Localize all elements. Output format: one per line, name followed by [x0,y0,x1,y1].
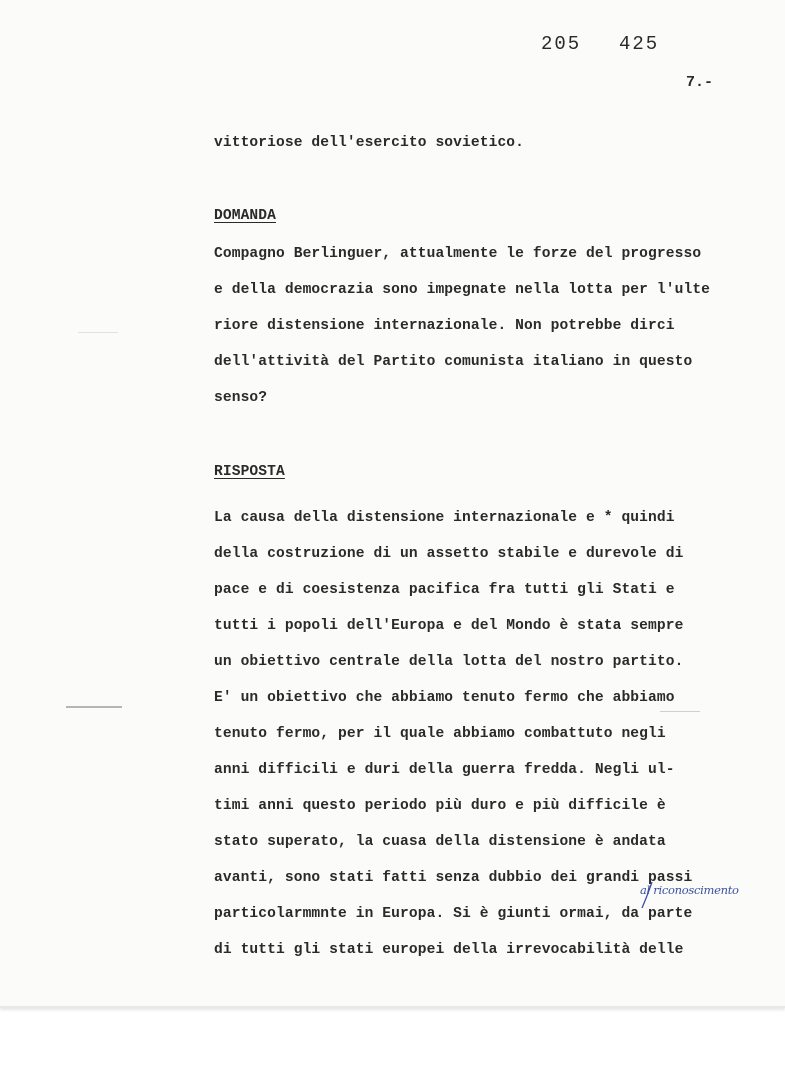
text-line: tutti i popoli dell'Europa e del Mondo è stata sempre [214,618,684,634]
answer-heading: RISPOSTA [214,464,285,480]
text-line: della costruzione di un assetto stabile e durevole di [214,546,684,562]
text-line: stato superato, la cuasa della distensione è andata [214,834,666,850]
text-line: E' un obiettivo che abbiamo tenuto fermo che abbiamo [214,690,675,706]
text-line: La causa della distensione internazionale e * quindi [214,510,675,526]
text-line: tenuto fermo, per il quale abbiamo combattuto negli [214,726,666,742]
text-line: di tutti gli stati europei della irrevocabilità delle [214,942,684,958]
handwritten-annotation: al riconoscimento [640,883,739,897]
text-line: vittoriose dell'esercito sovietico. [214,135,525,151]
margin-mark [660,711,700,712]
text-line: riore distensione internazionale. Non potrebbe dirci [214,318,675,334]
text-line: Compagno Berlinguer, attualmente le forze del progresso [214,246,702,262]
text-line: e della democrazia sono impegnate nella lotta per l'ulte [214,282,711,298]
margin-mark [66,706,122,708]
archive-number-1: 205 [541,33,582,55]
text-line: dell'attività del Partito comunista italiano in questo [214,354,693,370]
text-line: avanti, sono stati fatti senza dubbio dei grandi passi [214,870,693,886]
page-number: 7.- [686,74,714,91]
question-heading: DOMANDA [214,208,277,224]
text-line: particolarmmnte in Europa. Si è giunti ormai, da parte [214,906,693,922]
margin-mark [78,332,118,333]
text-line: senso? [214,390,268,406]
text-line: timi anni questo periodo più duro e più difficile è [214,798,666,814]
archive-number-2: 425 [619,33,660,55]
text-line: pace e di coesistenza pacifica fra tutti gli Stati e [214,582,675,598]
insertion-caret-icon [638,880,658,910]
text-line: anni difficili e duri della guerra fredda. Negli ul- [214,762,675,778]
page-edge [0,1006,785,1008]
text-line: un obiettivo centrale della lotta del nostro partito. [214,654,684,670]
